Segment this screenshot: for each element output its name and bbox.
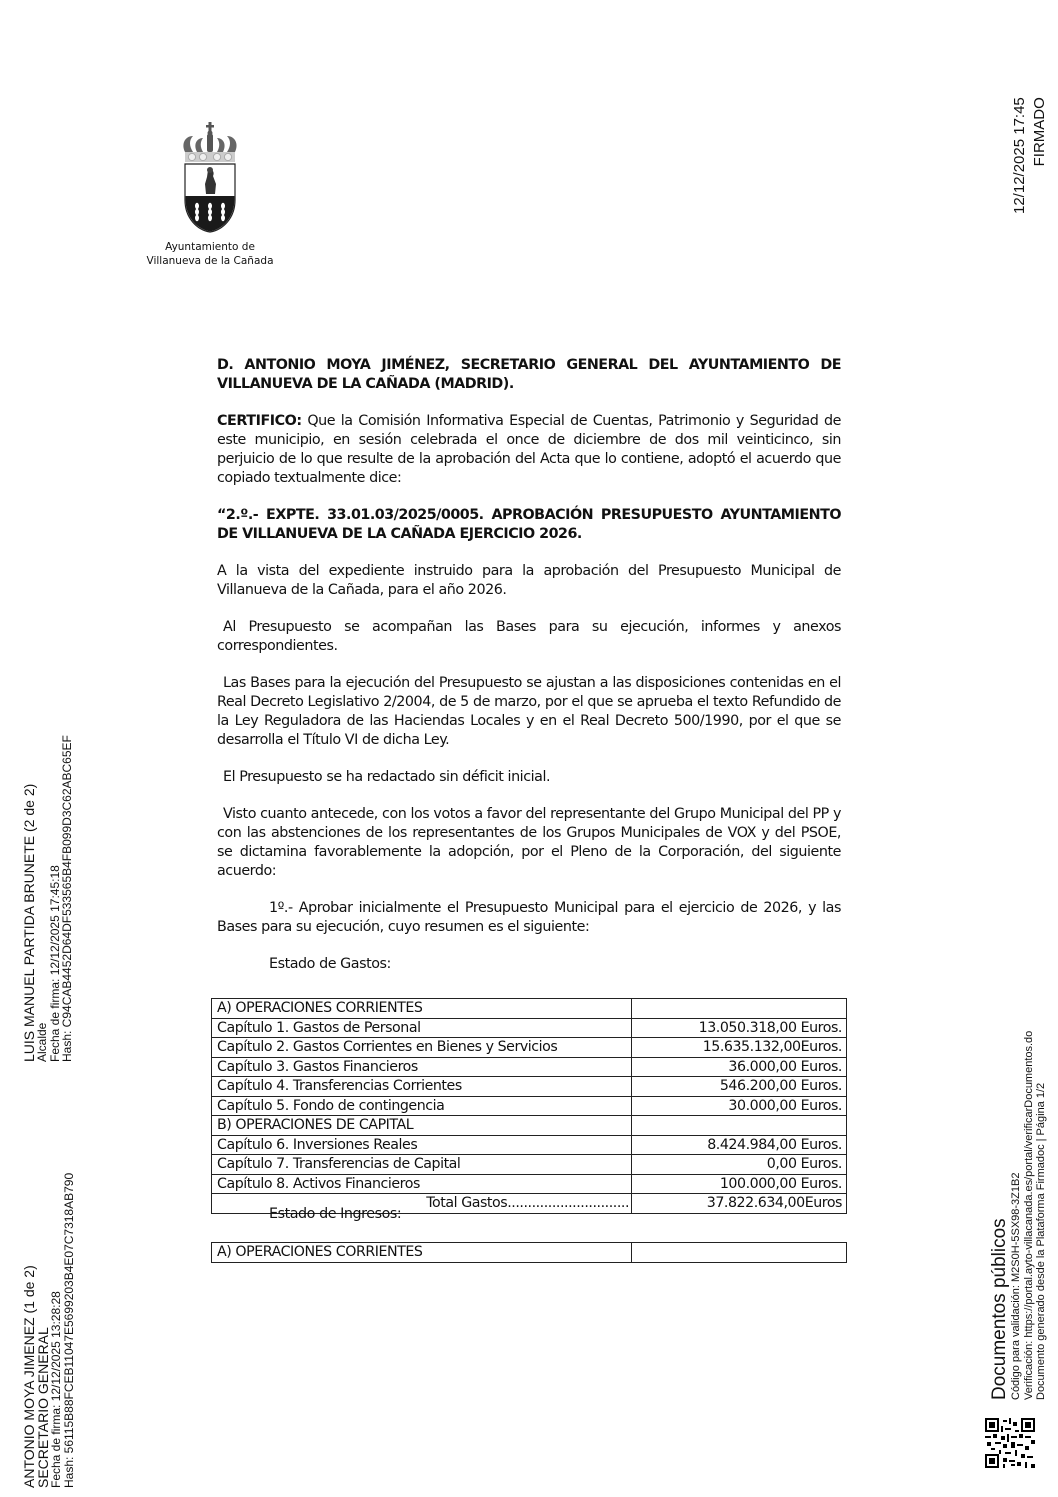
signer-name: LUIS MANUEL PARTIDA BRUNETE (2 de 2)	[21, 783, 37, 1062]
amount-cell	[632, 1243, 847, 1263]
paragraph-votes: Visto cuanto antecede, con los votos a favor del representante del Grupo Municipal del PP y con las abstenciones de los representantes de los Grupos Municipales de VOX y del PSOE, se dictamina favorablemente la adopción, por el Pleno de la Corporación, del siguiente acuerdo:	[217, 806, 841, 879]
table-row	[212, 1174, 847, 1194]
ingresos-table	[211, 1242, 847, 1263]
certifico-text: Que la Comisión Informativa Especial de Cuentas, Patrimonio y Seguridad de este municipio, en sesión celebrada el once de diciembre de dos mil veinticinco, sin perjuicio de lo que resulte de la aprobación del Acta que lo contiene, adoptó el acuerdo que copiado textualmente dice:	[217, 413, 841, 486]
concept-cell: A) OPERACIONES CORRIENTES	[212, 1243, 632, 1263]
paragraph-legal: Las Bases para la ejecución del Presupuesto se ajustan a las disposiciones contenidas en el Real Decreto Legislativo 2/2004, de 5 de marzo, por el que se aprueba el texto Refundido de la Ley Reguladora de las Haciendas Locales y en el Real Decreto 500/1990, por el que se desarrolla el Título VI de dicha Ley.	[217, 675, 841, 748]
table-row	[212, 1096, 847, 1116]
certifico-label: CERTIFICO:	[217, 413, 302, 429]
amount-cell: 30.000,00 Euros.	[632, 1096, 847, 1116]
table-row	[212, 1116, 847, 1136]
table-row	[212, 1038, 847, 1058]
validation-code: Código para validación: M2S0H-5SX98-3Z1B2	[1010, 1172, 1022, 1400]
municipal-logo	[146, 122, 274, 268]
logo-line-2: Villanueva de la Cañada	[146, 255, 274, 267]
amount-cell: 8.424.984,00 Euros.	[632, 1135, 847, 1155]
amount-cell: 100.000,00 Euros.	[632, 1174, 847, 1194]
amount-cell	[632, 999, 847, 1019]
concept-cell: Capítulo 6. Inversiones Reales	[212, 1135, 632, 1155]
signer-role: Alcalde	[35, 1022, 49, 1062]
signer-role: SECRETARIO GENERAL	[35, 1327, 51, 1488]
concept-cell: Capítulo 2. Gastos Corrientes en Bienes y Servicios	[212, 1038, 632, 1058]
stamp-datetime: 12/12/2025 17:45	[1011, 97, 1028, 214]
verification-url[interactable]: Verificación: https://portal.ayto-villacanada.es/portal/verificarDocumentos.do	[1022, 1030, 1035, 1400]
agenda-item-title: “2.º.- EXPTE. 33.01.03/2025/0005. APROBACIÓN PRESUPUESTO AYUNTAMIENTO DE VILLANUEVA DE LA CAÑADA EJERCICIO 2026.	[217, 507, 841, 542]
paragraph-agreement: 1º.- Aprobar inicialmente el Presupuesto Municipal para el ejercicio de 2026, y las Bases para su ejecución, cuyo resumen es el siguiente:	[217, 900, 841, 935]
total-label-cell: Total Gastos..............................	[212, 1194, 632, 1214]
coat-of-arms-icon	[179, 122, 241, 234]
signature-date: Fecha de firma: 12/12/2025 17:45:18	[47, 865, 62, 1062]
logo-line-1: Ayuntamiento de	[165, 241, 255, 253]
concept-cell: Capítulo 7. Transferencias de Capital	[212, 1155, 632, 1175]
qr-code-icon[interactable]	[985, 1418, 1035, 1468]
table-row	[212, 1135, 847, 1155]
concept-cell: Capítulo 1. Gastos de Personal	[212, 1018, 632, 1038]
amount-cell: 0,00 Euros.	[632, 1155, 847, 1175]
concept-cell: B) OPERACIONES DE CAPITAL	[212, 1116, 632, 1136]
table-row	[212, 1155, 847, 1175]
paragraph-bases: Al Presupuesto se acompañan las Bases para su ejecución, informes y anexos correspondientes.	[217, 619, 841, 654]
signed-stamp	[1010, 97, 1050, 214]
concept-cell: A) OPERACIONES CORRIENTES	[212, 999, 632, 1019]
verification-block	[990, 1031, 1048, 1400]
verification-title: Documentos públicos	[989, 1218, 1010, 1400]
total-amount-cell: 37.822.634,00Euros	[632, 1194, 847, 1214]
amount-cell	[632, 1116, 847, 1136]
signature-block-mayor	[22, 735, 74, 1062]
concept-cell: Capítulo 8. Activos Financieros	[212, 1174, 632, 1194]
table-row	[212, 1057, 847, 1077]
amount-cell: 36.000,00 Euros.	[632, 1057, 847, 1077]
certificate-body	[217, 356, 841, 974]
paragraph-expediente: A la vista del expediente instruido para la aprobación del Presupuesto Municipal de Villanueva de la Cañada, para el año 2026.	[217, 563, 841, 598]
amount-cell: 546.200,00 Euros.	[632, 1077, 847, 1097]
signature-date: Fecha de firma: 12/12/2025 13:28:28	[49, 1291, 63, 1488]
certificate-heading: D. ANTONIO MOYA JIMÉNEZ, SECRETARIO GENERAL DEL AYUNTAMIENTO DE VILLANUEVA DE LA CAÑADA (MADRID).	[217, 357, 841, 392]
table-row	[212, 999, 847, 1019]
gastos-table	[211, 998, 847, 1214]
gastos-label: Estado de Gastos:	[269, 956, 391, 972]
table-row	[212, 1077, 847, 1097]
concept-cell: Capítulo 4. Transferencias Corrientes	[212, 1077, 632, 1097]
signer-name: ANTONIO MOYA JIMENEZ (1 de 2)	[21, 1265, 37, 1488]
certifico-paragraph	[217, 412, 841, 488]
signature-hash: Hash: C94CAB4452D64DF533565B4FB099D3C62ABC65EF	[60, 735, 74, 1062]
concept-cell: Capítulo 5. Fondo de contingencia	[212, 1096, 632, 1116]
paragraph-deficit: El Presupuesto se ha redactado sin déficit inicial.	[223, 769, 551, 785]
signature-block-secretary	[22, 1173, 75, 1488]
table-row	[212, 1243, 847, 1263]
ingresos-label: Estado de Ingresos:	[269, 1206, 402, 1222]
amount-cell: 13.050.318,00 Euros.	[632, 1018, 847, 1038]
table-row	[212, 1018, 847, 1038]
concept-cell: Capítulo 3. Gastos Financieros	[212, 1057, 632, 1077]
amount-cell: 15.635.132,00Euros.	[632, 1038, 847, 1058]
generated-note: Documento generado desde la Plataforma Firmadoc | Página 1/2	[1035, 1082, 1047, 1400]
signature-hash: Hash: 56115B88FCEB11047E5699203B4E07C7318AB790	[61, 1172, 76, 1488]
stamp-status: FIRMADO	[1031, 97, 1048, 167]
